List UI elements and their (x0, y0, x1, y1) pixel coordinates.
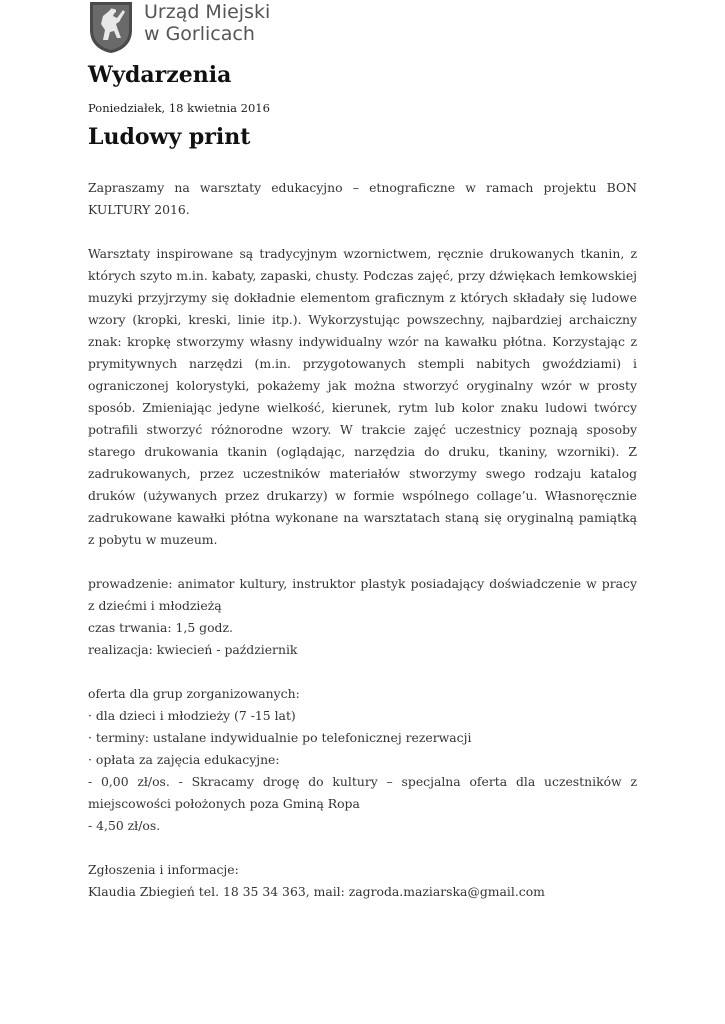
intro-paragraph: Zapraszamy na warsztaty edukacyjno – etnograficzne w ramach projektu BON KULTURY 2016. (88, 180, 637, 217)
offer-item: - 4,50 zł/os. (88, 818, 161, 833)
details-period: realizacja: kwiecień - październik (88, 642, 298, 657)
contact-line: Klaudia Zbiegień tel. 18 35 34 363, mail: zagroda.maziarska@gmail.com (88, 884, 545, 899)
article-body (88, 177, 637, 925)
site-header (88, 0, 270, 56)
contact-block (88, 859, 637, 903)
org-name-line-1: Urząd Miejski (144, 1, 271, 23)
details-lead: prowadzenie: animator kultury, instruktor plastyk posiadający doświadczenie w pracy z dziećmi i młodzieżą (88, 576, 637, 613)
organization-name (144, 0, 270, 45)
offer-item: · terminy: ustalane indywidualnie po telefonicznej rezerwacji (88, 730, 472, 745)
section-title: Wydarzenia (88, 62, 232, 88)
offer-heading: oferta dla grup zorganizowanych: (88, 686, 300, 701)
event-date: Poniedziałek, 18 kwietnia 2016 (88, 101, 270, 115)
offer-block (88, 683, 637, 837)
details-block (88, 573, 637, 661)
offer-item: · dla dzieci i młodzieży (7 -15 lat) (88, 708, 296, 723)
contact-heading: Zgłoszenia i informacje: (88, 862, 239, 877)
org-name-line-2: w Gorlicach (144, 23, 255, 45)
details-duration: czas trwania: 1,5 godz. (88, 620, 233, 635)
offer-item: · opłata za zajęcia edukacyjne: (88, 752, 280, 767)
coat-of-arms-logo (88, 0, 134, 54)
description-paragraph: Warsztaty inspirowane są tradycyjnym wzornictwem, ręcznie drukowanych tkanin, z których szyto m.in. kabaty, zapaski, chusty. Podczas zajęć, przy dźwiękach łemkowskiej muzyki przyjrzymy się dokładnie elementom graficznym z których składały się ludowe wzory (kropki, kreski, linie itp.). Wykorzystując powszechny, najbardziej archaiczny znak: kropkę stworzymy własny indywidualny wzór na kawałku płótna. Korzystając z prymitywnych narzędzi (m.in. przygotowanych stempli nabitych gwoździami) i ograniczonej kolorystyki, pokażemy jak można stworzyć oryginalny wzór w prosty sposób. Zmieniając jedyne wielkość, kierunek, rytm lub kolor znaku ludowi twórcy potrafili stworzyć różnorodne wzory. W trakcie zajęć uczestnicy poznają sposoby starego drukowania tkanin (oglądając, narzędzia do druku, tkaniny, wzorniki). Z zadrukowanych, przez uczestników materiałów stworzymy swego rodzaju katalog druków (używanych przez drukarzy) w formie wspólnego collage’u. Własnoręcznie zadrukowane kawałki płótna wykonane na warsztatach staną się oryginalną pamiątką z pobytu w muzeum. (88, 246, 637, 547)
offer-item: - 0,00 zł/os. - Skracamy drogę do kultury – specjalna oferta dla uczestników z miejscowości położonych poza Gminą Ropa (88, 774, 637, 811)
article-title: Ludowy print (88, 124, 251, 150)
